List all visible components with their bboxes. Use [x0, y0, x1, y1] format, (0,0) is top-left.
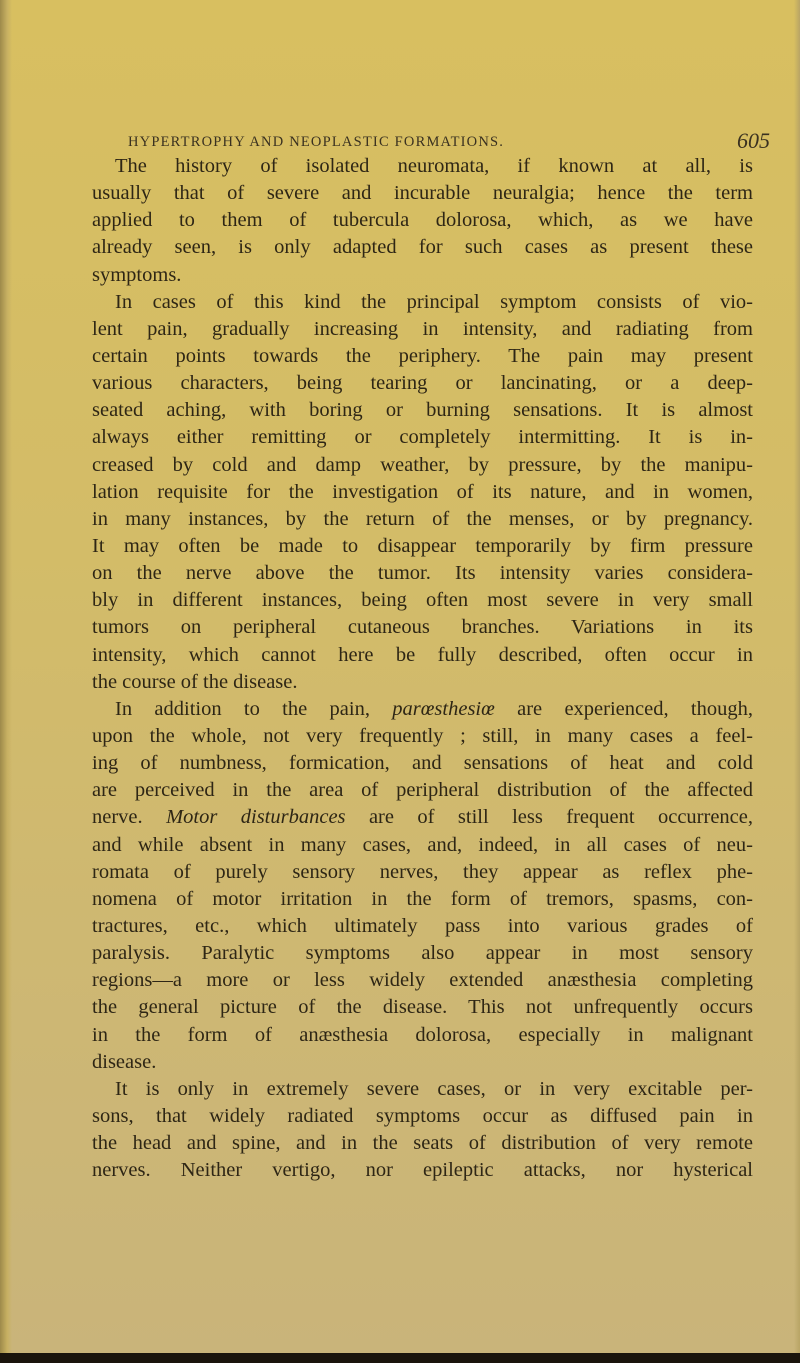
text-line: lent pain, gradually increasing in intensity, and radiating from [92, 317, 753, 340]
text-line: already seen, is only adapted for such cases as present these [92, 236, 753, 259]
text-line: regions—a more or less widely extended anæsthesia completing [92, 969, 753, 992]
text-line: tractures, etc., which ultimately pass into various grades of [92, 914, 753, 937]
text-segment: In addition to the pain, [115, 697, 393, 720]
paragraph [92, 153, 753, 289]
text-line: in many instances, by the return of the menses, or by pregnancy. [92, 507, 753, 530]
text-segment: are experienced, though, [494, 697, 753, 720]
page-gutter-shadow [0, 0, 12, 1363]
text-line: tumors on peripheral cutaneous branches. Variations in its [92, 616, 753, 639]
text-line: are perceived in the area of peripheral distribution of the affected [92, 779, 753, 802]
text-line: always either remitting or completely intermitting. It is in- [92, 426, 753, 449]
page-number: 605 [737, 128, 770, 153]
text-segment: nerve. [92, 806, 167, 829]
text-line: nerves. Neither vertigo, nor epileptic attacks, nor hysterical [92, 1159, 753, 1182]
running-head: HYPERTROPHY AND NEOPLASTIC FORMATIONS. [128, 134, 505, 150]
text-line: bly in different instances, being often most severe in very small [92, 589, 753, 612]
text-line: intensity, which cannot here be fully described, often occur in [92, 643, 753, 666]
italic-term: parœsthesiœ [392, 697, 495, 720]
text-line: It is only in extremely severe cases, or in very excitable per- [115, 1077, 753, 1100]
text-line: The history of isolated neuromata, if known at all, is [115, 155, 753, 177]
text-line: It may often be made to disappear temporarily by firm pressure [92, 534, 753, 557]
paragraph [92, 1076, 753, 1185]
text-line [92, 804, 753, 831]
text-line: on the nerve above the tumor. Its intensity varies considera- [92, 562, 753, 585]
scan-bottom-edge [0, 1353, 800, 1363]
text-line: sons, that widely radiated symptoms occur as diffused pain in [92, 1104, 753, 1127]
text-line: certain points towards the periphery. The pain may present [92, 344, 753, 367]
paragraph [92, 696, 753, 1076]
text-line: lation requisite for the investigation of its nature, and in women, [92, 480, 753, 503]
text-line: disease. [92, 1050, 157, 1073]
text-line: seated aching, with boring or burning sensations. It is almost [92, 399, 753, 422]
text-line: romata of purely sensory nerves, they appear as reflex phe- [92, 860, 753, 883]
text-line: creased by cold and damp weather, by pressure, by the manipu- [92, 453, 753, 476]
text-line: in the form of anæsthesia dolorosa, especially in malignant [92, 1023, 753, 1046]
paragraph [92, 289, 753, 696]
text-line: nomena of motor irritation in the form of tremors, spasms, con- [92, 887, 753, 910]
text-line: the course of the disease. [92, 670, 298, 693]
text-segment: are of still less frequent occurrence, [345, 806, 753, 829]
text-line: paralysis. Paralytic symptoms also appear in most sensory [92, 942, 753, 965]
text-line: symptoms. [92, 263, 182, 286]
italic-term: Motor disturbances [166, 806, 346, 829]
text-line: In cases of this kind the principal symptom consists of vio- [115, 290, 753, 313]
text-line: and while absent in many cases, and, indeed, in all cases of neu- [92, 833, 753, 856]
text-line: the head and spine, and in the seats of distribution of very remote [92, 1132, 753, 1155]
text-line: various characters, being tearing or lancinating, or a deep- [92, 372, 753, 395]
text-line: the general picture of the disease. This not unfrequently occurs [92, 996, 753, 1019]
text-line: upon the whole, not very frequently ; still, in many cases a feel- [92, 724, 753, 747]
text-line [92, 696, 753, 723]
body-text [92, 153, 753, 1184]
text-line: applied to them of tubercula dolorosa, which, as we have [92, 209, 753, 232]
text-line: usually that of severe and incurable neuralgia; hence the term [92, 182, 753, 205]
text-line: ing of numbness, formication, and sensations of heat and cold [92, 752, 753, 775]
page-edge-shadow [794, 0, 800, 1363]
